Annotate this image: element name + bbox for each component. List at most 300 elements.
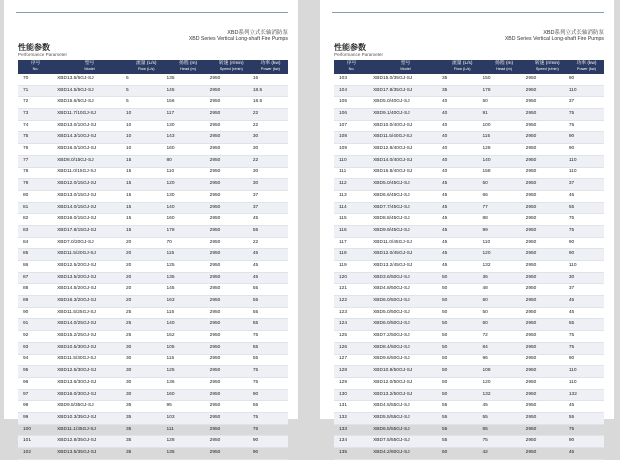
cell-speed: 2950 (210, 179, 253, 191)
cell-head: 96 (482, 354, 525, 366)
cell-power: 18.5 (253, 97, 288, 109)
cell-flow: 55 (442, 436, 483, 448)
cell-model: XBD11.0/45GJ-SJ (369, 237, 442, 249)
cell-flow: 45 (442, 214, 483, 226)
cell-no: 128 (334, 366, 369, 378)
section-title-cn: 性能参数 (334, 43, 366, 52)
cell-model: XBD11.7/10GJ-SJ (53, 109, 126, 121)
cell-power: 55 (569, 319, 604, 331)
table-row (18, 448, 288, 460)
cell-power: 110 (569, 377, 604, 389)
cell-model: XBD16.0/10GJ-SJ (53, 144, 126, 156)
cell-head: 60 (482, 296, 525, 308)
cell-head: 66 (482, 190, 525, 202)
cell-model: XBD12.8/40GJ-SJ (369, 144, 442, 156)
table-row (334, 261, 604, 273)
cell-model: XBD13.0/10GJ-SJ (53, 120, 126, 132)
cell-speed: 2950 (210, 448, 253, 460)
cell-speed: 2950 (526, 272, 569, 284)
cell-head: 140 (166, 319, 209, 331)
cell-model: XBD8.8/45GJ-SJ (369, 214, 442, 226)
cell-speed: 2950 (526, 307, 569, 319)
cell-model: XBD14.5/5GJ-SJ (53, 85, 126, 97)
cell-no: 123 (334, 307, 369, 319)
cell-power: 75 (569, 120, 604, 132)
table-row (334, 401, 604, 413)
cell-speed: 2950 (526, 144, 569, 156)
cell-no: 84 (18, 237, 53, 249)
table-row (18, 389, 288, 401)
cell-model: XBD15.0/35GJ-SJ (369, 74, 442, 85)
cell-no: 116 (334, 225, 369, 237)
cell-flow: 10 (126, 120, 167, 132)
table-row (334, 237, 604, 249)
table-row (18, 354, 288, 366)
cell-power: 110 (569, 155, 604, 167)
cell-speed: 2950 (210, 120, 253, 132)
cell-speed: 2950 (526, 249, 569, 261)
cell-head: 77 (482, 202, 525, 214)
cell-power: 55 (253, 296, 288, 308)
cell-model: XBD10.8/50GJ-SJ (369, 366, 442, 378)
cell-model: XBD12.0/15GJ-SJ (53, 179, 126, 191)
cell-head: 135 (166, 272, 209, 284)
table-row (334, 448, 604, 460)
cell-speed: 2950 (526, 284, 569, 296)
cell-speed: 2950 (210, 307, 253, 319)
cell-model: XBD11.5/30GJ-SJ (53, 354, 126, 366)
cell-no: 83 (18, 225, 53, 237)
cell-model: XBD11.5/40GJ-SJ (369, 132, 442, 144)
cell-no: 126 (334, 342, 369, 354)
table-row (18, 296, 288, 308)
cell-head: 108 (482, 366, 525, 378)
cell-no: 134 (334, 436, 369, 448)
cell-speed: 2950 (210, 284, 253, 296)
cell-speed: 2950 (210, 249, 253, 261)
table-row (334, 120, 604, 132)
col-header-no: 序号 No. (18, 60, 53, 74)
col-header-head: 扬程 (m) Head (m) (482, 60, 525, 74)
cell-head: 135 (166, 448, 209, 460)
table-row (334, 284, 604, 296)
cell-power: 45 (253, 214, 288, 226)
cell-no: 105 (334, 97, 369, 109)
cell-power: 75 (569, 214, 604, 226)
col-header-speed: 转速 (r/min) Speed (r/min) (210, 60, 253, 74)
cell-speed: 2950 (210, 296, 253, 308)
cell-head: 136 (166, 377, 209, 389)
cell-model: XBD13.5/5GJ-SJ (53, 74, 126, 85)
cell-model: XBD13.2/45GJ-SJ (369, 261, 442, 273)
table-row (18, 377, 288, 389)
cell-model: XBD10.0/40GJ-SJ (369, 120, 442, 132)
cell-speed: 2950 (526, 120, 569, 132)
cell-no: 122 (334, 296, 369, 308)
cell-flow: 45 (442, 237, 483, 249)
cell-head: 156 (166, 97, 209, 109)
cell-power: 75 (569, 342, 604, 354)
cell-speed: 2950 (526, 448, 569, 460)
table-row (18, 190, 288, 202)
cell-head: 84 (482, 342, 525, 354)
cell-head: 130 (166, 190, 209, 202)
cell-no: 114 (334, 202, 369, 214)
cell-flow: 15 (126, 225, 167, 237)
cell-model: XBD12.8/35GJ-SJ (53, 436, 126, 448)
col-header-head: 扬程 (m) Head (m) (166, 60, 209, 74)
cell-flow: 10 (126, 132, 167, 144)
cell-power: 37 (569, 97, 604, 109)
cell-flow: 35 (442, 74, 483, 85)
cell-no: 104 (334, 85, 369, 97)
cell-head: 115 (482, 132, 525, 144)
header-title-en: XBD Series Vertical Long-shaft Fire Pumps (188, 36, 288, 42)
cell-model: XBD5.0/45GJ-SJ (369, 179, 442, 191)
cell-no: 91 (18, 319, 53, 331)
cell-speed: 2950 (526, 237, 569, 249)
cell-no: 111 (334, 167, 369, 179)
cell-head: 48 (482, 284, 525, 296)
cell-speed: 2950 (210, 366, 253, 378)
cell-flow: 20 (126, 237, 167, 249)
cell-speed: 2950 (210, 401, 253, 413)
table-header-row (334, 60, 604, 74)
cell-power: 37 (253, 202, 288, 214)
cell-speed: 2950 (210, 424, 253, 436)
cell-flow: 40 (442, 167, 483, 179)
cell-flow: 50 (442, 307, 483, 319)
cell-power: 37 (569, 179, 604, 191)
cell-model: XBD7.0/20GJ-SJ (53, 237, 126, 249)
cell-no: 73 (18, 109, 53, 121)
cell-head: 132 (482, 389, 525, 401)
cell-head: 125 (166, 366, 209, 378)
cell-no: 133 (334, 424, 369, 436)
cell-flow: 55 (442, 424, 483, 436)
cell-head: 75 (482, 436, 525, 448)
table-row (334, 132, 604, 144)
cell-speed: 2950 (210, 214, 253, 226)
cell-speed: 2950 (526, 167, 569, 179)
cell-model: XBD9.5/35GJ-SJ (53, 401, 126, 413)
table-row (334, 366, 604, 378)
cell-power: 110 (569, 261, 604, 273)
cell-model: XBD12.0/50GJ-SJ (369, 377, 442, 389)
cell-head: 110 (482, 237, 525, 249)
cell-power: 22 (253, 155, 288, 167)
cell-model: XBD6.5/55GJ-SJ (369, 424, 442, 436)
table-row (334, 109, 604, 121)
table-row (334, 354, 604, 366)
cell-speed: 2950 (526, 436, 569, 448)
cell-power: 37 (253, 190, 288, 202)
cell-no: 109 (334, 144, 369, 156)
cell-speed: 2950 (210, 261, 253, 273)
cell-power: 45 (253, 272, 288, 284)
table-row (334, 202, 604, 214)
table-row (334, 331, 604, 343)
cell-no: 120 (334, 272, 369, 284)
table-row (18, 436, 288, 448)
cell-power: 55 (569, 202, 604, 214)
table-row (18, 331, 288, 343)
cell-head: 160 (166, 144, 209, 156)
cell-power: 110 (569, 167, 604, 179)
cell-flow: 50 (442, 342, 483, 354)
catalog-page-right (320, 0, 614, 455)
col-header-flow: 流量 (L/s) Flow (L/s) (126, 60, 167, 74)
cell-power: 75 (569, 109, 604, 121)
cell-head: 42 (482, 448, 525, 460)
cell-flow: 15 (126, 202, 167, 214)
cell-flow: 30 (126, 354, 167, 366)
cell-head: 140 (166, 202, 209, 214)
cell-flow: 35 (126, 436, 167, 448)
cell-model: XBD6.0/50GJ-SJ (369, 296, 442, 308)
cell-flow: 50 (442, 354, 483, 366)
cell-flow: 15 (126, 214, 167, 226)
cell-model: XBD14.0/15GJ-SJ (53, 202, 126, 214)
cell-no: 90 (18, 307, 53, 319)
cell-speed: 2950 (526, 74, 569, 85)
table-row (334, 412, 604, 424)
table-row (18, 85, 288, 97)
cell-flow: 20 (126, 249, 167, 261)
cell-no: 75 (18, 132, 53, 144)
cell-speed: 2950 (210, 85, 253, 97)
cell-no: 112 (334, 179, 369, 191)
cell-no: 82 (18, 214, 53, 226)
table-header-row (18, 60, 288, 74)
cell-no: 72 (18, 97, 53, 109)
cell-flow: 30 (126, 342, 167, 354)
cell-flow: 55 (442, 401, 483, 413)
cell-model: XBD17.8/35GJ-SJ (369, 85, 442, 97)
cell-head: 72 (482, 331, 525, 343)
cell-power: 45 (569, 448, 604, 460)
section-title-en: Performance Parameter (334, 52, 384, 57)
cell-speed: 2950 (526, 424, 569, 436)
col-header-model: 型号 Model (369, 60, 442, 74)
cell-no: 99 (18, 412, 53, 424)
cell-flow: 35 (126, 448, 167, 460)
cell-model: XBD8.0/15GJ-SJ (53, 155, 126, 167)
cell-head: 88 (482, 214, 525, 226)
cell-speed: 2950 (526, 155, 569, 167)
cell-model: XBD11.5/25GJ-SJ (53, 307, 126, 319)
cell-flow: 5 (126, 97, 167, 109)
cell-no: 98 (18, 401, 53, 413)
cell-speed: 2950 (210, 436, 253, 448)
cell-flow: 40 (442, 155, 483, 167)
cell-flow: 30 (126, 377, 167, 389)
cell-speed: 2950 (526, 225, 569, 237)
cell-no: 93 (18, 342, 53, 354)
cell-no: 113 (334, 190, 369, 202)
cell-power: 90 (569, 237, 604, 249)
cell-head: 178 (166, 225, 209, 237)
cell-power: 75 (253, 377, 288, 389)
cell-speed: 2950 (526, 190, 569, 202)
cell-flow: 50 (442, 284, 483, 296)
cell-no: 71 (18, 85, 53, 97)
cell-flow: 50 (442, 296, 483, 308)
header-title-cn: XBD系列立式长轴消防泵 (227, 30, 288, 36)
cell-power: 22 (253, 109, 288, 121)
cell-no: 76 (18, 144, 53, 156)
cell-flow: 45 (442, 179, 483, 191)
cell-flow: 45 (442, 190, 483, 202)
cell-model: XBD15.6/5GJ-SJ (53, 97, 126, 109)
table-row (18, 109, 288, 121)
cell-power: 75 (569, 225, 604, 237)
table-row (18, 167, 288, 179)
cell-flow: 10 (126, 109, 167, 121)
cell-model: XBD14.0/40GJ-SJ (369, 155, 442, 167)
cell-head: 80 (166, 155, 209, 167)
cell-model: XBD3.6/50GJ-SJ (369, 272, 442, 284)
cell-speed: 2950 (210, 155, 253, 167)
cell-head: 55 (482, 412, 525, 424)
cell-head: 152 (166, 331, 209, 343)
cell-model: XBD12.0/45GJ-SJ (369, 249, 442, 261)
cell-speed: 2950 (210, 389, 253, 401)
cell-power: 110 (569, 366, 604, 378)
cell-speed: 2950 (210, 342, 253, 354)
cell-power: 37 (569, 284, 604, 296)
cell-flow: 15 (126, 167, 167, 179)
cell-model: XBD7.7/45GJ-SJ (369, 202, 442, 214)
cell-flow: 35 (442, 85, 483, 97)
table-row (18, 237, 288, 249)
cell-power: 30 (569, 272, 604, 284)
cell-flow: 15 (126, 190, 167, 202)
cell-flow: 15 (126, 179, 167, 191)
table-row (334, 225, 604, 237)
cell-speed: 2950 (210, 319, 253, 331)
cell-power: 30 (253, 179, 288, 191)
cell-model: XBD12.5/30GJ-SJ (53, 366, 126, 378)
cell-no: 129 (334, 377, 369, 389)
cell-power: 30 (253, 167, 288, 179)
header-title-en: XBD Series Vertical Long-shaft Fire Pumps (504, 36, 604, 42)
cell-no: 108 (334, 132, 369, 144)
table-row (18, 144, 288, 156)
cell-power: 132 (569, 389, 604, 401)
cell-model: XBD5.5/55GJ-SJ (369, 412, 442, 424)
cell-power: 55 (253, 225, 288, 237)
table-row (334, 85, 604, 97)
cell-flow: 50 (442, 331, 483, 343)
cell-speed: 2950 (210, 109, 253, 121)
cell-model: XBD9.6/50GJ-SJ (369, 354, 442, 366)
cell-head: 125 (166, 261, 209, 273)
catalog-page-left (4, 0, 298, 455)
cell-speed: 2950 (210, 272, 253, 284)
cell-power: 90 (569, 132, 604, 144)
table-row (334, 342, 604, 354)
cell-model: XBD5.0/50GJ-SJ (369, 307, 442, 319)
cell-power: 22 (253, 120, 288, 132)
cell-flow: 35 (126, 424, 167, 436)
table-row (334, 214, 604, 226)
cell-head: 178 (482, 85, 525, 97)
cell-model: XBD11.1/35GJ-SJ (53, 424, 126, 436)
cell-no: 117 (334, 237, 369, 249)
cell-no: 70 (18, 74, 53, 85)
table-row (18, 366, 288, 378)
cell-flow: 20 (126, 261, 167, 273)
cell-model: XBD4.8/50GJ-SJ (369, 284, 442, 296)
cell-speed: 2950 (210, 202, 253, 214)
cell-power: 45 (569, 190, 604, 202)
cell-speed: 2950 (526, 389, 569, 401)
table-row (334, 155, 604, 167)
cell-head: 150 (482, 74, 525, 85)
cell-power: 75 (569, 424, 604, 436)
cell-flow: 50 (442, 272, 483, 284)
cell-model: XBD10.3/35GJ-SJ (53, 412, 126, 424)
cell-model: XBD5.0/40GJ-SJ (369, 97, 442, 109)
cell-power: 90 (569, 144, 604, 156)
cell-head: 60 (482, 319, 525, 331)
cell-head: 111 (166, 424, 209, 436)
cell-head: 163 (166, 296, 209, 308)
cell-model: XBD12.5/20GJ-SJ (53, 261, 126, 273)
table-row (18, 74, 288, 85)
cell-power: 55 (253, 307, 288, 319)
cell-flow: 45 (442, 249, 483, 261)
cell-head: 158 (482, 167, 525, 179)
cell-speed: 2950 (526, 366, 569, 378)
cell-head: 117 (166, 109, 209, 121)
table-row (334, 179, 604, 191)
cell-head: 115 (166, 354, 209, 366)
table-row (334, 144, 604, 156)
cell-no: 125 (334, 331, 369, 343)
cell-speed: 2950 (210, 377, 253, 389)
cell-head: 100 (482, 120, 525, 132)
cell-model: XBD4.2/60GJ-SJ (369, 448, 442, 460)
cell-model: XBD16.0/30GJ-SJ (53, 389, 126, 401)
cell-head: 70 (166, 237, 209, 249)
cell-head: 50 (482, 307, 525, 319)
cell-power: 90 (253, 389, 288, 401)
cell-power: 90 (253, 436, 288, 448)
cell-power: 55 (253, 354, 288, 366)
cell-power: 22 (253, 237, 288, 249)
table-row (18, 132, 288, 144)
cell-power: 55 (253, 284, 288, 296)
cell-no: 106 (334, 109, 369, 121)
cell-flow: 40 (442, 120, 483, 132)
cell-speed: 2950 (210, 144, 253, 156)
cell-head: 145 (166, 85, 209, 97)
cell-no: 80 (18, 190, 53, 202)
cell-no: 88 (18, 284, 53, 296)
cell-no: 77 (18, 155, 53, 167)
cell-power: 55 (253, 319, 288, 331)
cell-power: 75 (253, 331, 288, 343)
cell-no: 118 (334, 249, 369, 261)
table-row (18, 342, 288, 354)
cell-model: XBD7.5/55GJ-SJ (369, 436, 442, 448)
cell-speed: 2950 (526, 97, 569, 109)
cell-flow: 50 (442, 389, 483, 401)
cell-model: XBD13.0/15GJ-SJ (53, 190, 126, 202)
cell-model: XBD14.3/10GJ-SJ (53, 132, 126, 144)
